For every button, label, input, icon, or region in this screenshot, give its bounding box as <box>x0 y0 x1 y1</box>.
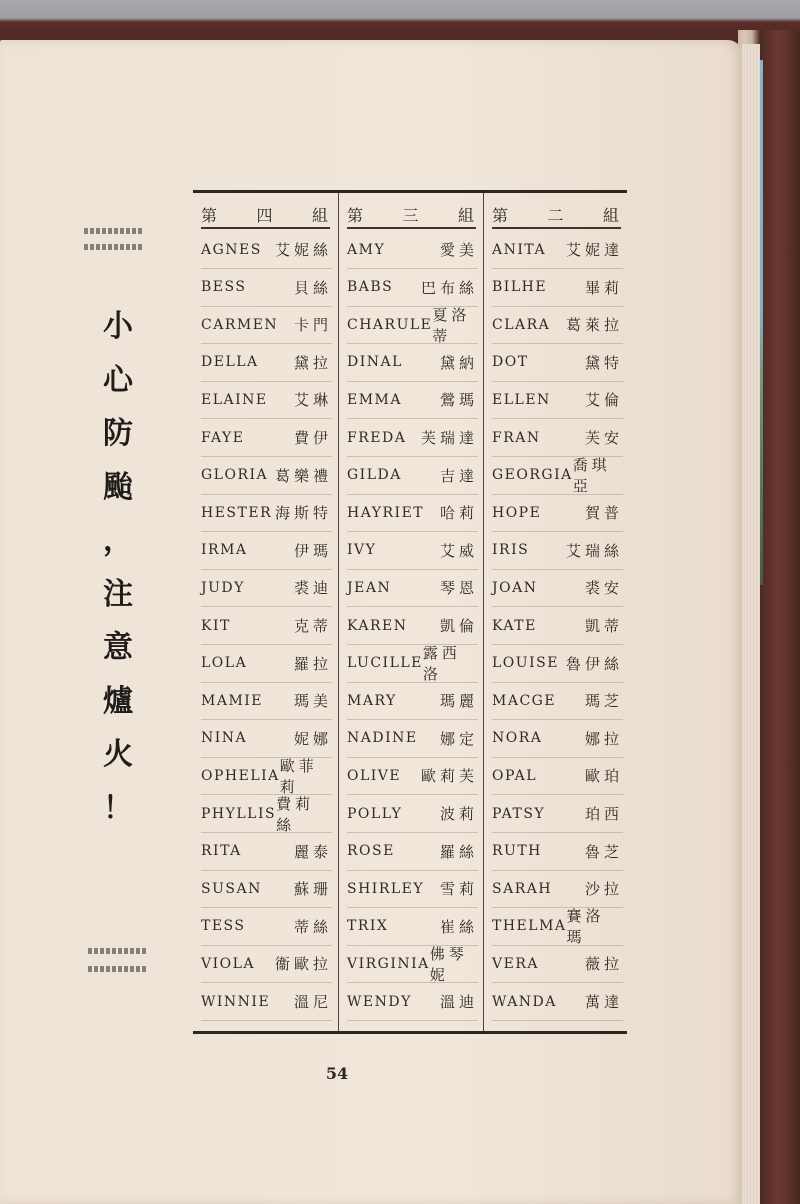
chinese-name: 瑪美 <box>293 692 332 711</box>
english-name: ELLEN <box>492 391 551 408</box>
chinese-name: 裘迪 <box>293 579 332 598</box>
slogan-char: 心 <box>103 362 133 398</box>
english-name: MAMIE <box>201 692 264 709</box>
chinese-name: 露西洛 <box>422 644 461 684</box>
chinese-name: 沙拉 <box>584 880 623 899</box>
typhoon-name-table <box>193 190 627 1034</box>
english-name: OPAL <box>492 767 538 784</box>
english-name: IRIS <box>492 542 530 559</box>
chinese-name: 伊瑪 <box>293 541 332 560</box>
chinese-name: 卡門 <box>293 316 332 335</box>
table-row <box>201 457 332 495</box>
table-row <box>347 945 478 983</box>
table-row <box>201 757 332 795</box>
table-row <box>492 720 623 758</box>
table-row <box>492 381 623 419</box>
table-row <box>347 381 478 419</box>
english-name: DELLA <box>201 354 259 371</box>
chinese-name: 芙安 <box>584 429 623 447</box>
english-name: LUCILLE <box>347 655 423 672</box>
english-name: DINAL <box>347 354 403 371</box>
english-name: FRAN <box>492 429 541 446</box>
english-name: BABS <box>347 279 394 296</box>
chinese-name: 海斯特 <box>274 504 332 523</box>
chinese-name: 凱蒂 <box>584 617 623 635</box>
chinese-name: 葛萊拉 <box>565 316 623 335</box>
english-name: JUDY <box>201 579 245 596</box>
header-char: 第 <box>347 205 366 225</box>
slogan-char: 火 <box>103 737 133 772</box>
table-row <box>492 494 623 532</box>
table-row <box>492 269 623 307</box>
english-name: HAYRIET <box>347 504 425 521</box>
table-row <box>492 457 623 495</box>
chinese-name: 賽洛瑪 <box>566 907 605 947</box>
slogan-char: 注 <box>103 576 133 612</box>
english-name: SARAH <box>492 880 553 897</box>
english-name: WINNIE <box>201 993 271 1010</box>
chinese-name: 瑪麗 <box>439 692 478 711</box>
table-row <box>492 983 623 1021</box>
ornament-line <box>88 966 148 972</box>
chinese-name: 波莉 <box>439 805 478 823</box>
column-group-3 <box>338 193 484 1031</box>
english-name: HESTER <box>201 504 273 521</box>
english-name: WANDA <box>492 993 557 1010</box>
chinese-name: 蘇珊 <box>293 880 332 899</box>
chinese-name: 葛樂禮 <box>274 466 332 485</box>
english-name: VIRGINIA <box>347 955 430 972</box>
table-row <box>492 569 623 607</box>
table-row <box>492 833 623 871</box>
english-name: GEORGIA <box>492 467 573 484</box>
chinese-name: 黛拉 <box>293 353 332 372</box>
chinese-name: 艾琳 <box>293 391 332 410</box>
english-name: SUSAN <box>201 880 262 897</box>
english-name: CLARA <box>492 316 551 333</box>
table-row <box>201 945 332 983</box>
table-row <box>201 269 332 307</box>
header-char: 二 <box>547 205 566 225</box>
english-name: NINA <box>201 730 248 747</box>
english-name: ANITA <box>492 241 547 258</box>
english-name: TESS <box>201 918 246 935</box>
english-name: RITA <box>201 843 242 860</box>
english-name: JEAN <box>347 579 392 596</box>
chinese-name: 蒂絲 <box>293 917 332 936</box>
chinese-name: 費伊 <box>293 429 332 447</box>
chinese-name: 羅絲 <box>439 842 478 861</box>
chinese-name: 鶯瑪 <box>439 391 478 410</box>
table-row <box>201 532 332 570</box>
table-row <box>492 306 623 344</box>
chinese-name: 魯芝 <box>584 842 623 861</box>
header-char: 四 <box>256 205 275 225</box>
table-row <box>347 682 478 720</box>
table-row <box>347 607 478 645</box>
english-name: FREDA <box>347 429 407 446</box>
table-row <box>201 720 332 758</box>
chinese-name: 艾瑞絲 <box>565 541 623 560</box>
table-row <box>201 494 332 532</box>
chinese-name: 雪莉 <box>439 880 478 899</box>
header-char: 組 <box>602 205 621 225</box>
table-row <box>201 231 332 269</box>
table-row <box>347 269 478 307</box>
page-edges <box>742 44 760 1204</box>
table-row <box>201 569 332 607</box>
table-row <box>347 833 478 871</box>
table-row <box>347 645 478 683</box>
english-name: IRMA <box>201 542 248 559</box>
chinese-name: 娜定 <box>439 729 478 748</box>
chinese-name: 麗泰 <box>293 842 332 861</box>
table-row <box>492 419 623 457</box>
chinese-name: 衞歐拉 <box>274 955 332 974</box>
english-name: CHARULE <box>347 316 433 333</box>
header-char: 三 <box>402 205 421 225</box>
table-row <box>492 795 623 833</box>
chinese-name: 珀西 <box>584 805 623 823</box>
chinese-name: 費莉絲 <box>276 794 315 834</box>
english-name: DOT <box>492 354 529 371</box>
column-header <box>492 201 621 229</box>
chinese-name: 瑪芝 <box>584 692 623 711</box>
chinese-name: 夏洛蒂 <box>432 305 471 345</box>
table-row <box>201 607 332 645</box>
chinese-name: 妮娜 <box>293 729 332 748</box>
table-row <box>492 682 623 720</box>
table-row <box>492 645 623 683</box>
chinese-name: 羅拉 <box>293 654 332 673</box>
side-slogan <box>98 300 138 835</box>
chinese-name: 艾妮絲 <box>274 241 332 259</box>
english-name: FAYE <box>201 429 245 446</box>
column-header <box>201 201 330 229</box>
chinese-name: 歐珀 <box>584 767 623 786</box>
english-name: ROSE <box>347 843 395 860</box>
chinese-name: 裘安 <box>584 579 623 598</box>
english-name: VERA <box>492 955 539 972</box>
english-name: CARMEN <box>201 316 279 333</box>
table-row <box>347 569 478 607</box>
english-name: BILHE <box>492 279 548 296</box>
table-row <box>201 908 332 946</box>
slogan-char: 意 <box>103 630 133 665</box>
table-row <box>347 795 478 833</box>
table-row <box>201 381 332 419</box>
header-char: 組 <box>457 205 476 225</box>
column-group-4 <box>193 193 338 1031</box>
table-row <box>492 908 623 946</box>
table-row <box>347 306 478 344</box>
ornament-line <box>84 228 144 234</box>
chinese-name: 哈莉 <box>439 504 478 523</box>
chinese-name: 凱倫 <box>439 617 478 635</box>
english-name: GILDA <box>347 467 402 484</box>
chinese-name: 吉達 <box>439 466 478 485</box>
table-row <box>492 532 623 570</box>
table-row <box>201 833 332 871</box>
chinese-name: 芙瑞達 <box>420 429 478 447</box>
slogan-char: 小 <box>103 309 133 344</box>
header-char: 第 <box>492 205 511 225</box>
table-row <box>347 983 478 1021</box>
table-row <box>347 457 478 495</box>
english-name: WENDY <box>347 993 412 1010</box>
table-row <box>492 344 623 382</box>
chinese-name: 魯伊絲 <box>565 654 623 673</box>
table-row <box>347 757 478 795</box>
english-name: GLORIA <box>201 467 269 484</box>
table-row <box>201 983 332 1021</box>
chinese-name: 巴布絲 <box>420 278 478 297</box>
chinese-name: 黛納 <box>439 353 478 372</box>
table-row <box>347 720 478 758</box>
slogan-char: 防 <box>103 416 133 451</box>
table-row <box>492 607 623 645</box>
header-char: 組 <box>311 205 330 225</box>
chinese-name: 貝絲 <box>293 278 332 297</box>
chinese-name: 畢莉 <box>584 278 623 297</box>
english-name: PHYLLIS <box>201 805 277 822</box>
table-row <box>201 645 332 683</box>
table-row <box>201 795 332 833</box>
slogan-char: 颱 <box>103 469 133 505</box>
chinese-name: 愛美 <box>439 241 478 259</box>
table-row <box>201 419 332 457</box>
chinese-name: 喬琪亞 <box>572 456 611 496</box>
table-row <box>201 870 332 908</box>
page-number: 54 <box>325 1064 349 1083</box>
table-row <box>347 494 478 532</box>
table-row <box>347 344 478 382</box>
english-name: BESS <box>201 279 247 296</box>
english-name: LOLA <box>201 655 248 672</box>
chinese-name: 娜拉 <box>584 729 623 748</box>
chinese-name: 萬達 <box>584 993 623 1011</box>
english-name: NORA <box>492 730 543 747</box>
table-row <box>492 757 623 795</box>
slogan-char: ！ <box>103 790 133 826</box>
english-name: RUTH <box>492 843 542 860</box>
english-name: SHIRLEY <box>347 880 425 897</box>
english-name: HOPE <box>492 504 542 521</box>
english-name: IVY <box>347 542 377 559</box>
chinese-name: 溫尼 <box>293 993 332 1011</box>
table-row <box>347 231 478 269</box>
table-row <box>347 870 478 908</box>
chinese-name: 克蒂 <box>293 617 332 635</box>
column-group-2 <box>483 193 629 1031</box>
english-name: KATE <box>492 617 537 634</box>
table-row <box>201 306 332 344</box>
english-name: LOUISE <box>492 655 559 672</box>
chinese-name: 佛琴妮 <box>429 944 468 984</box>
english-name: AGNES <box>201 241 262 258</box>
header-char: 第 <box>201 205 220 225</box>
english-name: EMMA <box>347 391 402 408</box>
chinese-name: 艾威 <box>439 541 478 560</box>
table-row <box>492 945 623 983</box>
table-row <box>347 419 478 457</box>
english-name: ELAINE <box>201 391 268 408</box>
chinese-name: 黛特 <box>584 353 623 372</box>
ornament-line <box>88 948 148 954</box>
english-name: TRIX <box>347 918 389 935</box>
english-name: POLLY <box>347 805 403 822</box>
english-name: OLIVE <box>347 767 402 784</box>
slogan-char: ， <box>103 523 133 558</box>
english-name: MARY <box>347 692 397 709</box>
table-row <box>201 682 332 720</box>
chinese-name: 琴恩 <box>439 579 478 598</box>
chinese-name: 溫迪 <box>439 993 478 1011</box>
chinese-name: 薇拉 <box>584 955 623 974</box>
english-name: NADINE <box>347 730 418 747</box>
chinese-name: 崔絲 <box>439 917 478 936</box>
english-name: OPHELIA <box>201 767 280 784</box>
english-name: KIT <box>201 617 231 634</box>
english-name: MACGE <box>492 692 557 709</box>
english-name: PATSY <box>492 805 546 822</box>
table-row <box>347 908 478 946</box>
english-name: AMY <box>347 241 386 258</box>
ornament-line <box>84 244 144 250</box>
chinese-name: 賀普 <box>584 504 623 523</box>
chinese-name: 歐菲莉 <box>279 756 318 796</box>
slogan-char: 爐 <box>103 683 133 719</box>
chinese-name: 艾妮達 <box>565 241 623 259</box>
chinese-name: 歐莉芙 <box>420 767 478 786</box>
table-row <box>492 231 623 269</box>
column-header <box>347 201 476 229</box>
table-row <box>492 870 623 908</box>
table-row <box>347 532 478 570</box>
english-name: THELMA <box>492 918 567 935</box>
chinese-name: 艾倫 <box>584 391 623 410</box>
english-name: VIOLA <box>201 955 256 972</box>
table-row <box>201 344 332 382</box>
english-name: JOAN <box>492 579 538 596</box>
english-name: KAREN <box>347 617 408 634</box>
